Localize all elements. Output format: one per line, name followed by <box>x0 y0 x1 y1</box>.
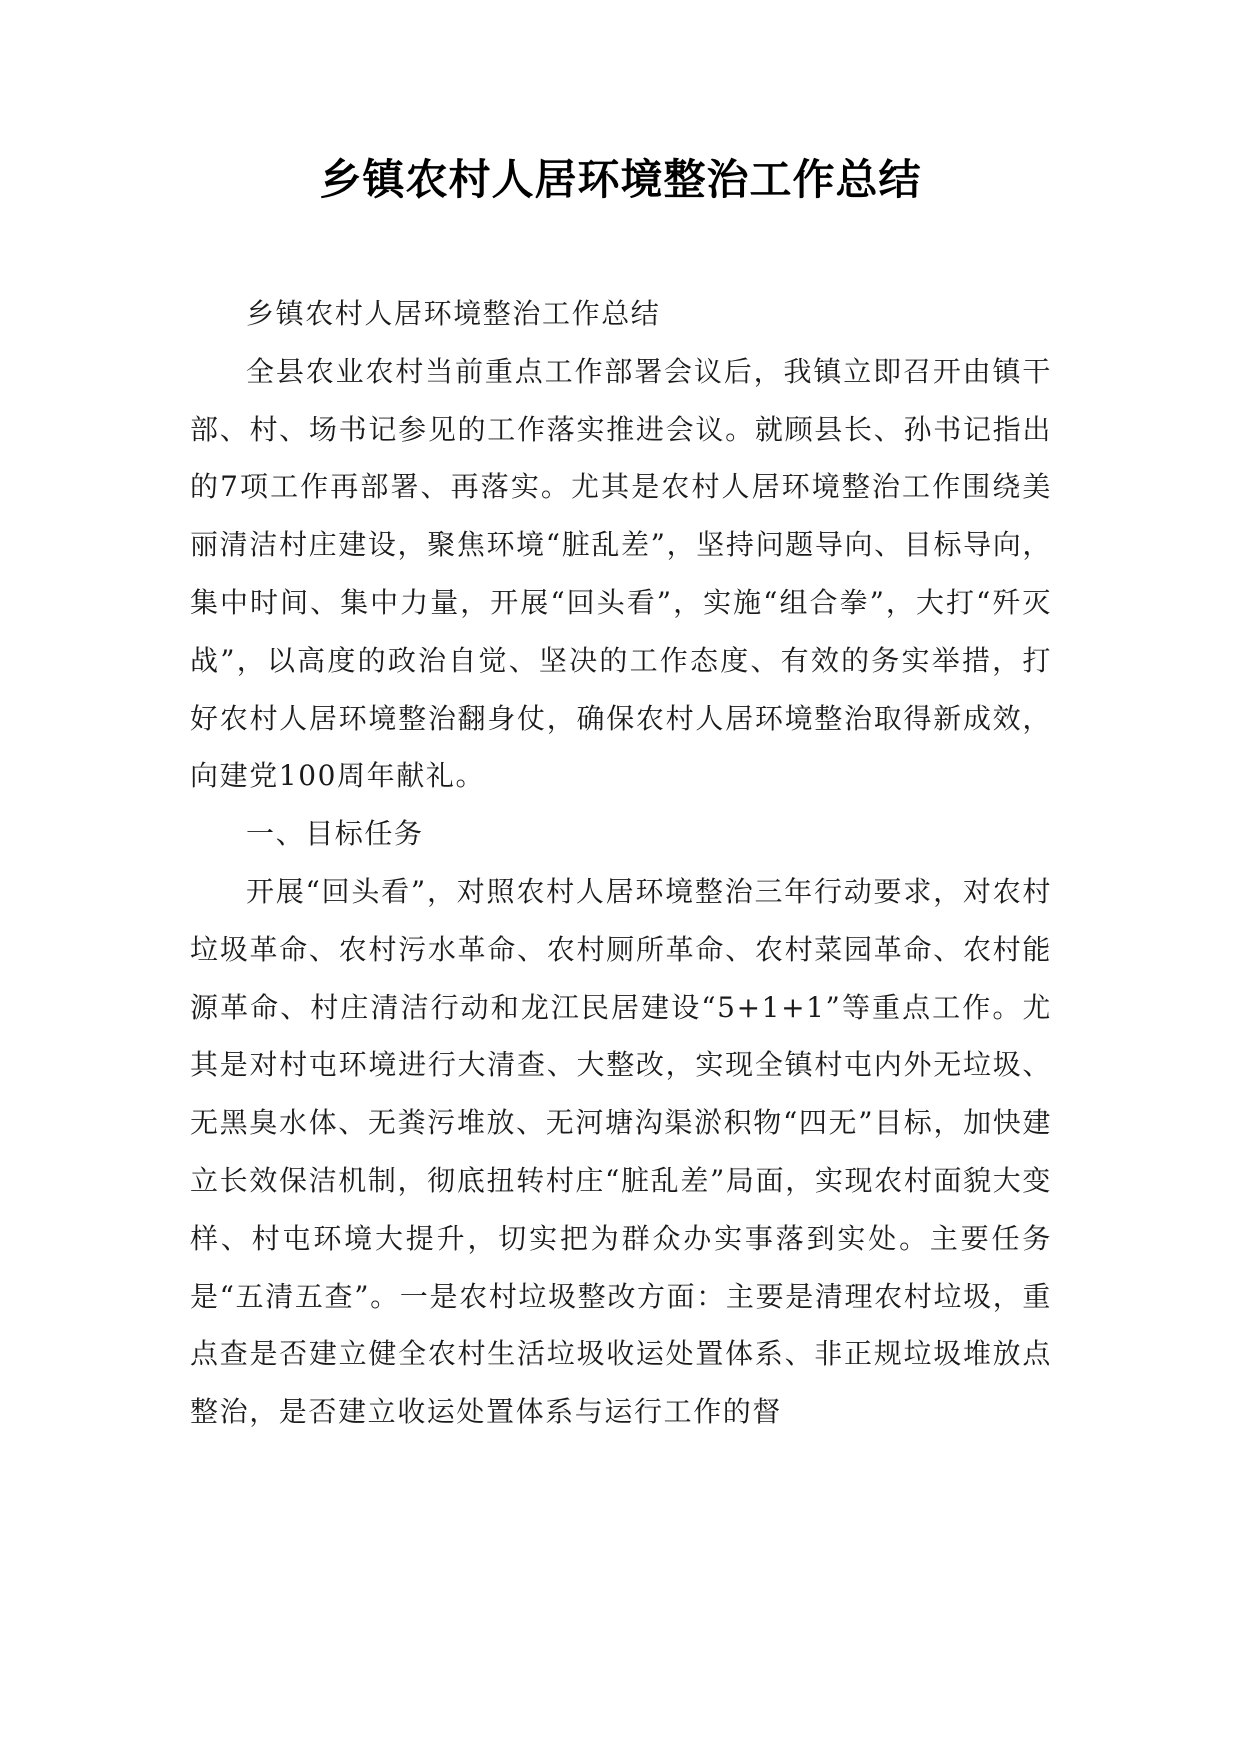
document-title: 乡镇农村人居环境整治工作总结 <box>319 155 922 204</box>
paragraph-goals: 开展“回头看”，对照农村人居环境整治三年行动要求，对农村垃圾革命、农村污水革命、农村厕所革命、农村菜园革命、农村能源革命、村庄清洁行动和龙江民居建设“5+1+1”等重点工作。尤其是对村屯环境进行大清查、大整改，实现全镇村屯内外无垃圾、无黑臭水体、无粪污堆放、无河塘沟渠淤积物“四无”目标，加快建立长效保洁机制，彻底扭转村庄“脏乱差”局面，实现农村面貌大变样、村屯环境大提升，切实把为群众办实事落到实处。主要任务是“五清五查”。一是农村垃圾整改方面：主要是清理农村垃圾，重点查是否建立健全农村生活垃圾收运处置体系、非正规垃圾堆放点整治，是否建立收运处置体系与运行工作的督 <box>190 874 1052 1429</box>
paragraph-intro: 全县农业农村当前重点工作部署会议后，我镇立即召开由镇干部、村、场书记参见的工作落实推进会议。就顾县长、孙书记指出的7项工作再部署、再落实。尤其是农村人居环境整治工作围绕美丽清洁村庄建设，聚焦环境“脏乱差”，坚持问题导向、目标导向，集中时间、集中力量，开展“回头看”，实施“组合拳”，大打“歼灭战”，以高度的政治自觉、坚决的工作态度、有效的务实举措，打好农村人居环境整治翻身仗，确保农村人居环境整治取得新成效，向建党100周年献礼。 <box>190 354 1052 793</box>
paragraph-subtitle: 乡镇农村人居环境整治工作总结 <box>246 297 661 330</box>
document-body <box>190 285 1052 1441</box>
section-heading: 一、目标任务 <box>246 817 424 851</box>
